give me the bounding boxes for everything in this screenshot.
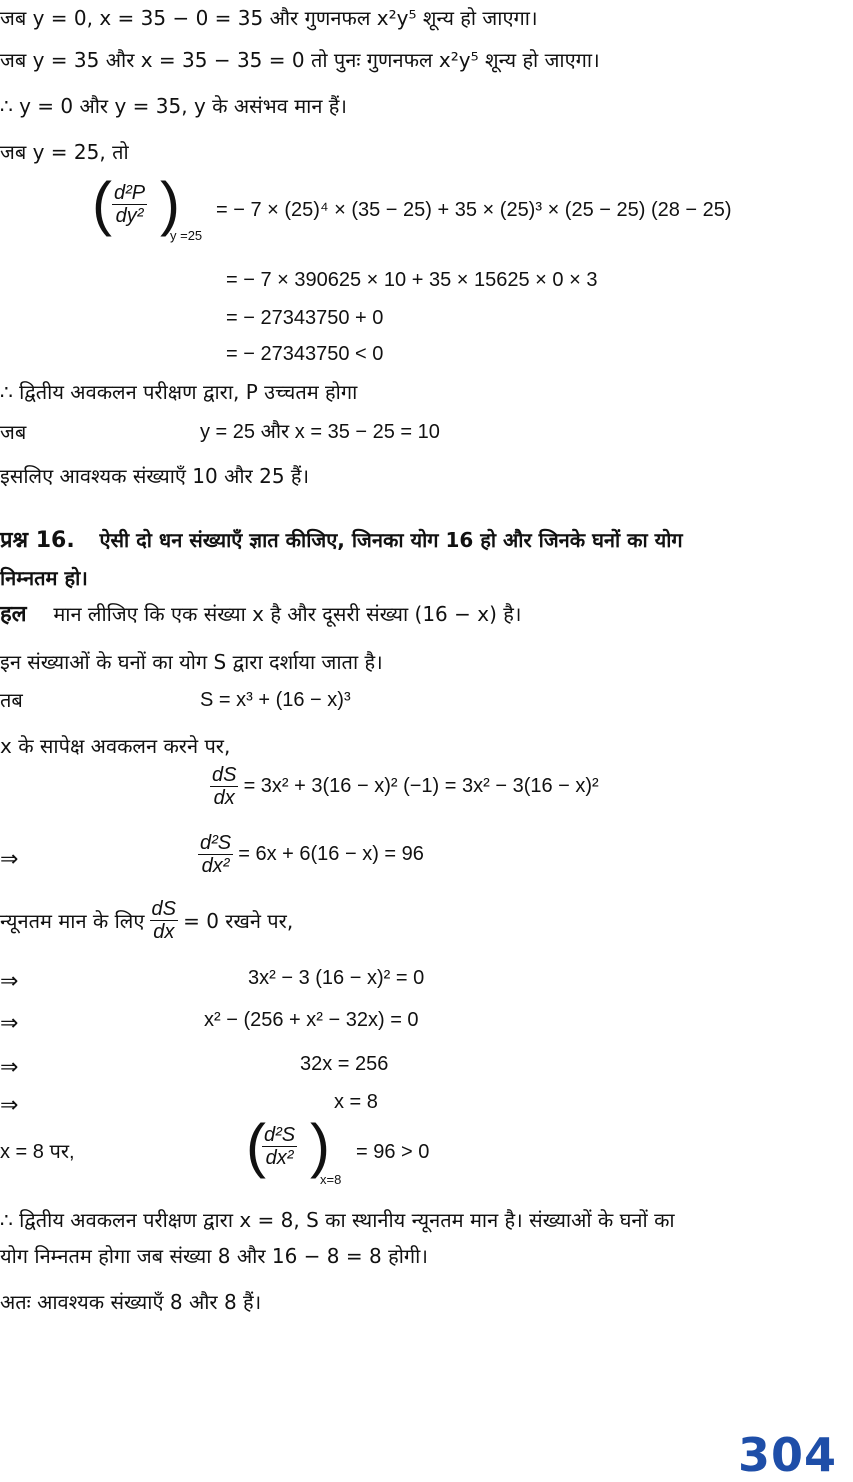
final-line-2: योग निम्नतम होगा जब संख्या 8 और 16 − 8 = 8 होगी। (0, 1244, 428, 1268)
text-line-2: जब y = 35 और x = 35 − 35 = 0 तो पुनः गुणनफल x²y⁵ शून्य हो जाएगा। (0, 48, 600, 72)
implies-2: ⇒ (0, 969, 19, 994)
sum-text: इन संख्याओं के घनों का योग S द्वारा दर्शाया जाता है। (0, 650, 383, 674)
step-c: 32x = 256 (300, 1053, 389, 1075)
second-derivative-s-at-8: ( $\frac{\text{d²S}}{\text{dx²}}$ ) x=8 (246, 1112, 342, 1187)
solution-label: हल (0, 602, 27, 627)
s-equation: S = x³ + (16 − x)³ (200, 689, 351, 711)
d2s-dx2-equation: $\frac{\text{d²S}}{\text{dx²}}$ = 6x + 6(16 − x) = 96 (200, 832, 424, 877)
question-text-1: ऐसी दो धन संख्याएँ ज्ञात कीजिए, जिनका योग 16 हो और जिनके घनों का योग (99, 528, 683, 552)
step-a: 3x² − 3 (16 − x)² = 0 (248, 967, 425, 989)
min-condition: न्यूनतम मान के लिए $\frac{dS}{dx}$ = 0 रखने पर, (0, 898, 294, 943)
text-line-4: जब y = 25, तो (0, 140, 129, 164)
text-line-1: जब y = 0, x = 35 − 0 = 35 और गुणनफल x²y⁵ शून्य हो जाएगा। (0, 6, 538, 30)
question-text-2: निम्नतम हो। (0, 566, 88, 590)
final-answer: अतः आवश्यक संख्याएँ 8 और 8 हैं। (0, 1290, 262, 1314)
implies-4: ⇒ (0, 1055, 19, 1080)
ds-dx-equation: $\frac{dS}{dx}$ = 3x² + 3(16 − x)² (−1) = 3x² − 3(16 − x)² (212, 764, 599, 809)
implies-5: ⇒ (0, 1093, 19, 1118)
fraction-ds-dx: $\frac{dS}{dx}$ (212, 764, 237, 809)
eq1-step2: = − 27343750 + 0 (226, 307, 384, 329)
question-label: प्रश्न 16. (0, 528, 75, 553)
answer-1: इसलिए आवश्यक संख्याएँ 10 और 25 हैं। (0, 464, 310, 488)
fraction-ds-dx-2: $\frac{dS}{dx}$ (151, 898, 176, 943)
eq1-rhs: = − 7 × (25)⁴ × (35 − 25) + 35 × (25)³ × (25 − 25) (28 − 25) (216, 199, 732, 221)
page-number: 304 (738, 1428, 838, 1482)
implies-1: ⇒ (0, 847, 19, 872)
when-label: जब (0, 420, 27, 444)
diff-text: x के सापेक्ष अवकलन करने पर, (0, 734, 231, 758)
implies-3: ⇒ (0, 1011, 19, 1036)
at-x8-label: x = 8 पर, (0, 1141, 75, 1163)
fraction-d2p-dy2: $\frac{\text{d²P}}{\text{dy²}}$ (114, 182, 146, 227)
step-d: x = 8 (334, 1091, 378, 1113)
solution-intro: हल मान लीजिए कि एक संख्या x है और दूसरी संख्या (16 − x) है। (0, 602, 522, 627)
step-b: x² − (256 + x² − 32x) = 0 (204, 1009, 419, 1031)
second-derivative-p: ( $\frac{\text{d²P}}{\text{dy²}}$ ) y =25 (92, 170, 203, 243)
question-16 (0, 526, 853, 554)
at-x8-rhs: = 96 > 0 (356, 1141, 430, 1163)
eq1-step3: = − 27343750 < 0 (226, 343, 384, 365)
fraction-d2s-dx2-2: $\frac{\text{d²S}}{\text{dx²}}$ (264, 1124, 296, 1169)
when-value: y = 25 और x = 35 − 25 = 10 (200, 421, 440, 443)
tab-label: तब (0, 688, 23, 712)
final-line-1: ∴ द्वितीय अवकलन परीक्षण द्वारा x = 8, S का स्थानीय न्यूनतम मान है। संख्याओं के घनों का (0, 1208, 675, 1232)
test-conclusion: ∴ द्वितीय अवकलन परीक्षण द्वारा, P उच्चतम होगा (0, 380, 358, 404)
fraction-d2s-dx2: $\frac{\text{d²S}}{\text{dx²}}$ (200, 832, 232, 877)
text-line-3: ∴ y = 0 और y = 35, y के असंभव मान हैं। (0, 94, 347, 118)
eq1-step1: = − 7 × 390625 × 10 + 35 × 15625 × 0 × 3 (226, 269, 598, 291)
